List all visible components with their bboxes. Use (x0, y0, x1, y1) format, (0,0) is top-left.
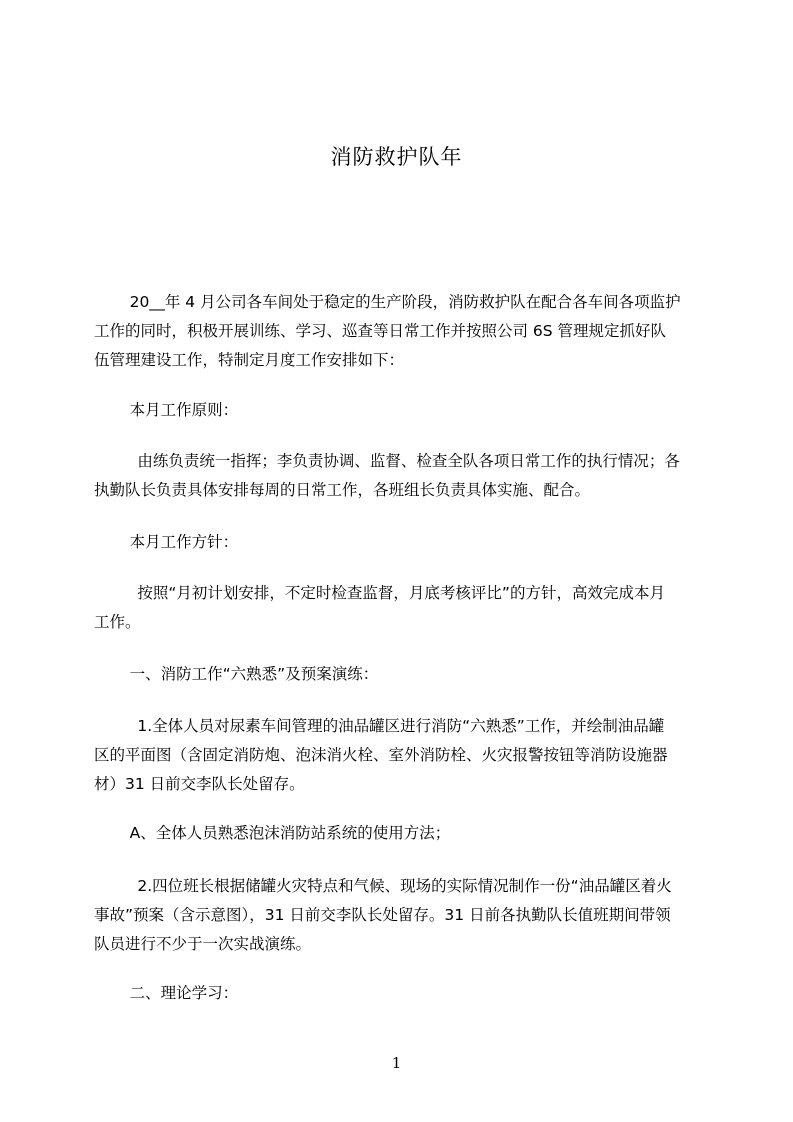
text-line: 本月工作方针： (129, 533, 239, 551)
text-line: 队员进行不少于一次实战演练。 (94, 935, 312, 953)
text-line: 工作的同时，积极开展训练、学习、巡查等日常工作并按照公司 6S 管理规定抓好队 (94, 322, 667, 340)
section-heading-principles (94, 396, 700, 425)
text-line: 执勤队长负责具体安排每周的日常工作，各班组长负责具体实施、配合。 (94, 481, 591, 499)
text-line: 工作。 (94, 613, 141, 631)
section-heading-fire-work (94, 660, 700, 689)
page-number: 1 (391, 1054, 402, 1072)
fire-work-item-2 (94, 872, 700, 959)
text-line: 二、理论学习： (129, 984, 239, 1002)
section-heading-policy (94, 528, 700, 557)
text-line: 2.四位班长根据储罐火灾特点和气候、现场的实际情况制作一份“油品罐区着火 (137, 877, 672, 895)
fire-work-item-1 (94, 712, 700, 799)
text-line: 本月工作原则： (129, 401, 239, 419)
principles-paragraph (94, 447, 700, 505)
text-line: 事故”预案（含示意图），31 日前交李队长处留存。31 日前各执勤队长值班期间带领 (94, 906, 671, 924)
text-line: 1.全体人员对尿素车间管理的油品罐区进行消防“六熟悉”工作，并绘制油品罐 (137, 717, 665, 735)
text-line: 伍管理建设工作，特制定月度工作安排如下： (94, 351, 405, 369)
text-line: 材）31 日前交李队长处留存。 (94, 775, 305, 793)
text-line: 一、消防工作“六熟悉”及预案演练： (129, 665, 379, 683)
text-line: A、全体人员熟悉泡沫消防站系统的使用方法； (129, 824, 451, 842)
section-heading-theory (94, 979, 700, 1008)
text-line: 由练负责统一指挥；李负责协调、监督、检查全队各项日常工作的执行情况；各 (137, 452, 680, 470)
intro-paragraph (94, 288, 700, 375)
text-line: 区的平面图（含固定消防炮、泡沫消火栓、室外消防栓、火灾报警按钮等消防设施器 (94, 746, 668, 764)
fire-work-item-a (94, 819, 700, 848)
text-line: 20__年 4 月公司各车间处于稳定的生产阶段，消防救护队在配合各车间各项监护 (129, 293, 681, 311)
document-title: 消防救护队年 (330, 145, 463, 169)
policy-paragraph (94, 579, 700, 637)
text-line: 按照“月初计划安排，不定时检查监督，月底考核评比”的方针，高效完成本月 (137, 584, 665, 602)
